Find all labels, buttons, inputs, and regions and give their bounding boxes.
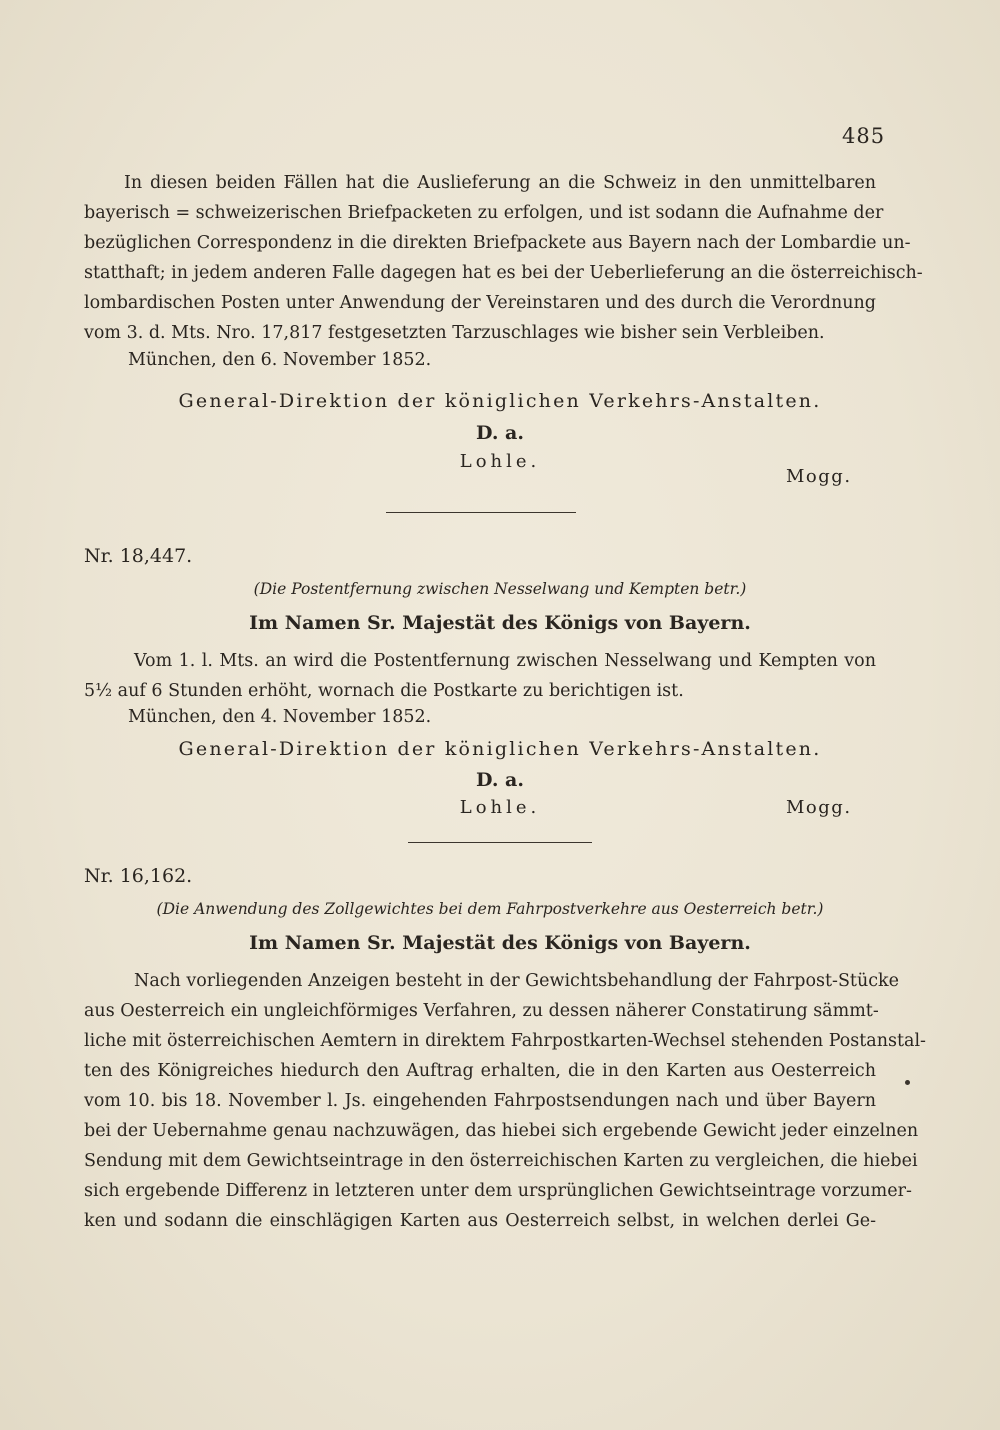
decree-subject: (Die Anwendung des Zollgewichtes bei dem Fahrpostverkehre aus Oesterreich betr.) — [156, 900, 824, 918]
ink-speck — [905, 1080, 910, 1085]
da-mark: D. a. — [476, 769, 524, 791]
section-divider — [386, 512, 576, 513]
paragraph-line: ten des Königreiches hiedurch den Auftrag erhalten, die in den Karten aus Oesterreich — [84, 1061, 876, 1081]
paragraph-line: ken und sodann die einschlägigen Karten aus Oesterreich selbst, in welchen derlei Ge- — [84, 1211, 876, 1231]
signatory-right: Mogg. — [786, 797, 852, 818]
royal-invocation: Im Namen Sr. Majestät des Königs von Bayern. — [249, 612, 751, 634]
decree-number: Nr. 16,162. — [84, 865, 193, 887]
da-mark: D. a. — [476, 422, 524, 444]
signatory-right: Mogg. — [786, 466, 852, 487]
date-line: München, den 6. November 1852. — [128, 350, 432, 370]
paragraph-line: In diesen beiden Fällen hat die Auslieferung an die Schweiz in den unmittelbaren — [124, 173, 876, 193]
paragraph-line: Vom 1. l. Mts. an wird die Postentfernung zwischen Nesselwang und Kempten von — [134, 651, 876, 671]
paragraph-line: statthaft; in jedem anderen Falle dagegen hat es bei der Ueberlieferung an die österreichisch- — [84, 263, 923, 283]
issuing-authority: General-Direktion der königlichen Verkehrs-Anstalten. — [178, 390, 822, 412]
page-number: 485 — [842, 124, 886, 148]
paragraph-line: liche mit österreichischen Aemtern in direktem Fahrpostkarten-Wechsel stehenden Postanstal- — [84, 1031, 926, 1051]
paragraph-line: bezüglichen Correspondenz in die direkten Briefpackete aus Bayern nach der Lombardie un- — [84, 233, 911, 253]
paragraph-line: vom 3. d. Mts. Nro. 17,817 festgesetzten Tarzuschlages wie bisher sein Verbleiben. — [84, 323, 825, 343]
signatory-left: Lohle. — [459, 451, 541, 472]
paragraph-line: Nach vorliegenden Anzeigen besteht in der Gewichtsbehandlung der Fahrpost-Stücke — [134, 971, 899, 991]
decree-subject: (Die Postentfernung zwischen Nesselwang und Kempten betr.) — [253, 580, 747, 598]
paragraph-line: vom 10. bis 18. November l. Js. eingehenden Fahrpostsendungen nach und über Bayern — [84, 1091, 876, 1111]
decree-number: Nr. 18,447. — [84, 545, 193, 567]
issuing-authority: General-Direktion der königlichen Verkehrs-Anstalten. — [178, 738, 822, 760]
paragraph-line: Sendung mit dem Gewichtseintrage in den österreichischen Karten zu vergleichen, die hiebei — [84, 1151, 918, 1171]
paragraph-line: 5½ auf 6 Stunden erhöht, wornach die Postkarte zu berichtigen ist. — [84, 681, 684, 701]
paragraph-line: sich ergebende Differenz in letzteren unter dem ursprünglichen Gewichtseintrage vorzumer- — [84, 1181, 912, 1201]
signatory-left: Lohle. — [459, 797, 541, 818]
paragraph-line: aus Oesterreich ein ungleichförmiges Verfahren, zu dessen näherer Constatirung sämmt- — [84, 1001, 879, 1021]
section-divider — [408, 842, 592, 843]
paragraph-line: bei der Uebernahme genau nachzuwägen, das hiebei sich ergebende Gewicht jeder einzelnen — [84, 1121, 919, 1141]
paragraph-line: bayerisch = schweizerischen Briefpacketen zu erfolgen, und ist sodann die Aufnahme der — [84, 203, 884, 223]
paragraph-line: lombardischen Posten unter Anwendung der Vereinstaren und des durch die Verordnung — [84, 293, 876, 313]
royal-invocation: Im Namen Sr. Majestät des Königs von Bayern. — [249, 932, 751, 954]
date-line: München, den 4. November 1852. — [128, 707, 432, 727]
